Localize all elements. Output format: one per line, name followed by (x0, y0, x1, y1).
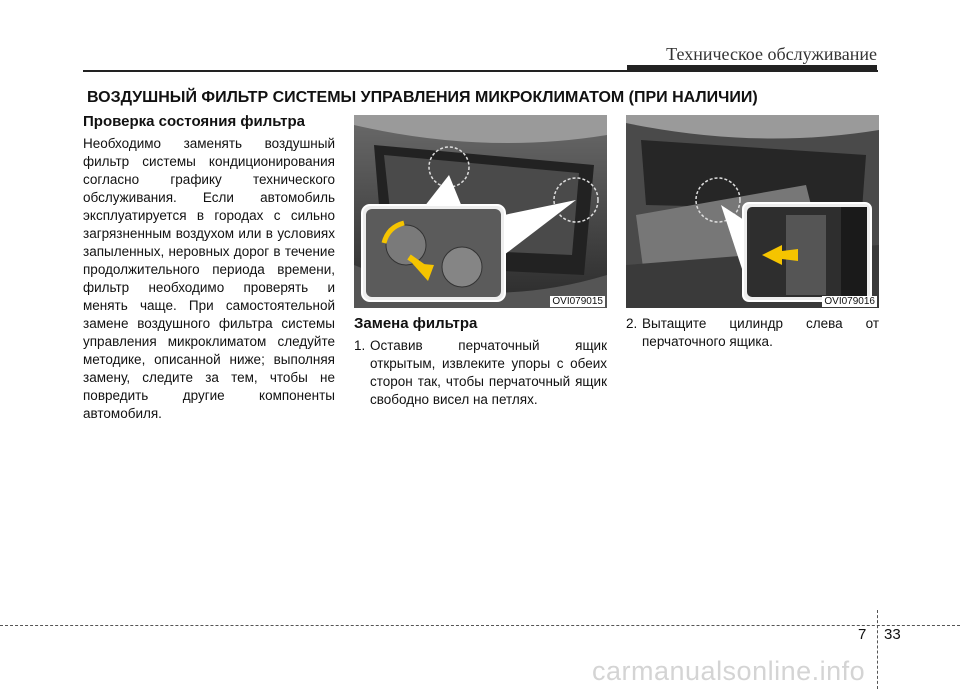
figure-glovebox-stoppers (354, 115, 607, 308)
step-1 (354, 337, 607, 409)
replace-column (354, 315, 607, 409)
cylinder-removal-illustration (626, 115, 879, 308)
figure-code: OVI079016 (824, 296, 875, 307)
chapter-number: 7 (858, 626, 867, 643)
section-title: ВОЗДУШНЫЙ ФИЛЬТР СИСТЕМЫ УПРАВЛЕНИЯ МИКРОКЛИМАТОМ (ПРИ НАЛИЧИИ) (87, 89, 758, 106)
step-2 (626, 315, 879, 351)
step-number: 1. (354, 338, 366, 353)
watermark: carmanualsonline.info (592, 656, 866, 686)
header-rule-bar (627, 65, 877, 72)
step-text: Вытащите цилиндр слева от перчаточного ящика. (642, 316, 879, 349)
check-heading: Проверка состояния фильтра (83, 113, 305, 130)
figure-code: OVI079015 (552, 296, 603, 307)
step-number: 2. (626, 316, 638, 331)
step-text: Оставив перчаточный ящик открытым, извлеките упоры с обеих сторон так, чтобы перчаточный ящик свободно висел на петлях. (370, 338, 607, 407)
replace-column-continued (626, 315, 879, 351)
figure-cylinder-removal (626, 115, 879, 308)
running-header: Техническое обслуживание (666, 44, 877, 64)
footer-divider (877, 610, 878, 689)
check-column (83, 113, 335, 423)
footer-rule (0, 625, 960, 626)
glovebox-stopper-illustration (354, 115, 607, 308)
check-body: Необходимо заменять воздушный фильтр системы кондиционирования согласно графику технического обслуживания. Если автомобиль эксплуатируется в городах с сильно загрязненным воздухом или в условиях запыленных, неровных дорог в течение продолжительного периода времени, фильтр необходимо проверять и менять чаще. При самостоятельной замене воздушного фильтра системы управления микроклиматом следуйте методике, описанной ниже; выполняя замену, следите за тем, чтобы не повредить другие компоненты автомобиля. (83, 136, 335, 421)
page-number: 33 (884, 626, 901, 643)
replace-heading: Замена фильтра (354, 315, 478, 332)
